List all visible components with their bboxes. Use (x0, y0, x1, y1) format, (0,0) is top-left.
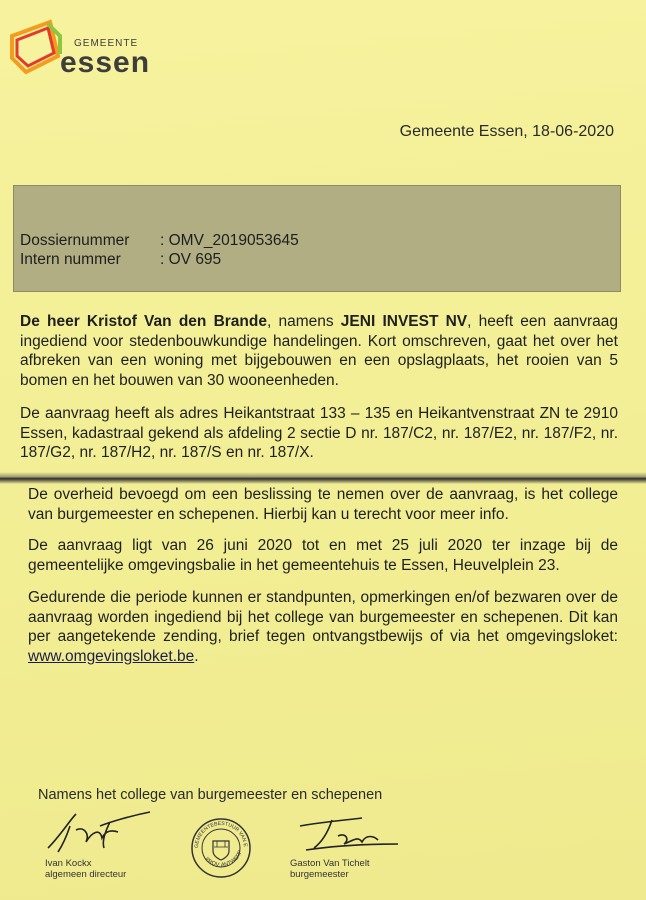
address-paragraph: De aanvraag heeft als adres Heikantstraat 133 – 135 en Heikantvenstraat ZN te 2910 Essen, kadastraal gekend als afdeling 2 sectie D nr. 187/C2, nr. 187/E2, nr. 187/F2, nr. 187/G2, nr. 187/H2, nr. 187/S en nr. 187/X. (20, 405, 618, 461)
dossier-value: : OMV_2019053645 (160, 232, 299, 249)
director-name: Ivan Kockx (45, 858, 92, 869)
municipality-logo (8, 16, 151, 79)
director-signature-icon (40, 808, 160, 858)
municipal-seal-icon (190, 817, 252, 879)
intern-row (20, 251, 221, 269)
authority-paragraph: De overheid bevoegd om een beslissing te nemen over de aanvraag, is het college van burgemeester en schepenen. Hierbij kan u terecht voor meer info. (28, 486, 618, 523)
logo-mark-icon (8, 16, 68, 74)
paragraph-text: , namens (266, 313, 341, 330)
paragraph-text: , heeft een aanvraag ingediend voor stedenbouwkundige handelingen. Kort omschreven, gaat het over het afbreken van een woning met bijgebouwen en een opslagplaats, het rooien van 5 bomen en het bouwen van 30 wooneenheden. (20, 313, 618, 389)
paragraph-text: . (194, 647, 199, 665)
applicant-name: De heer Kristof Van den Brande (20, 313, 267, 330)
intern-label: Intern nummer (20, 251, 121, 268)
seal-bottom-text: PROV. ANTWERP (203, 849, 244, 869)
mayor-block (290, 858, 370, 880)
intern-value: : OV 695 (160, 251, 222, 268)
mayor-name: Gaston Van Tichelt (290, 858, 370, 869)
dossier-row (20, 232, 299, 250)
seal-top-text: GEMEENTEBESTUUR VAN E (193, 820, 249, 849)
application-paragraph (20, 312, 618, 390)
logo-subtitle: GEMEENTE (74, 38, 139, 49)
signature-heading: Namens het college van burgemeester en schepenen (38, 787, 383, 803)
letter-date: Gemeente Essen, 18-06-2020 (399, 123, 614, 140)
dossier-label: Dossiernummer (20, 232, 130, 249)
director-title: algemeen directeur (45, 869, 127, 880)
fold-line (0, 472, 646, 484)
mayor-title: burgemeester (290, 869, 349, 880)
inspection-paragraph: De aanvraag ligt van 26 juni 2020 tot en met 25 juli 2020 ter inzage bij de gemeentelijke omgevingsbalie in het gemeentehuis te Essen, Heuvelplein 23. (28, 537, 618, 574)
objection-paragraph (28, 588, 618, 666)
logo-wordmark: essen (60, 46, 151, 79)
company-name: JENI INVEST NV (340, 313, 468, 330)
mayor-signature-icon (292, 814, 412, 858)
omgevingsloket-link[interactable]: www.omgevingsloket.be (28, 647, 195, 665)
paragraph-text: Gedurende die periode kunnen er standpunten, opmerkingen en/of bezwaren over de aanvraag worden ingediend bij het college van burgemeester en schepenen. Dit kan per aangetekende zending, brief tegen ontvangstbewijs of via het omgevingsloket: (28, 589, 618, 645)
director-block (45, 858, 126, 880)
